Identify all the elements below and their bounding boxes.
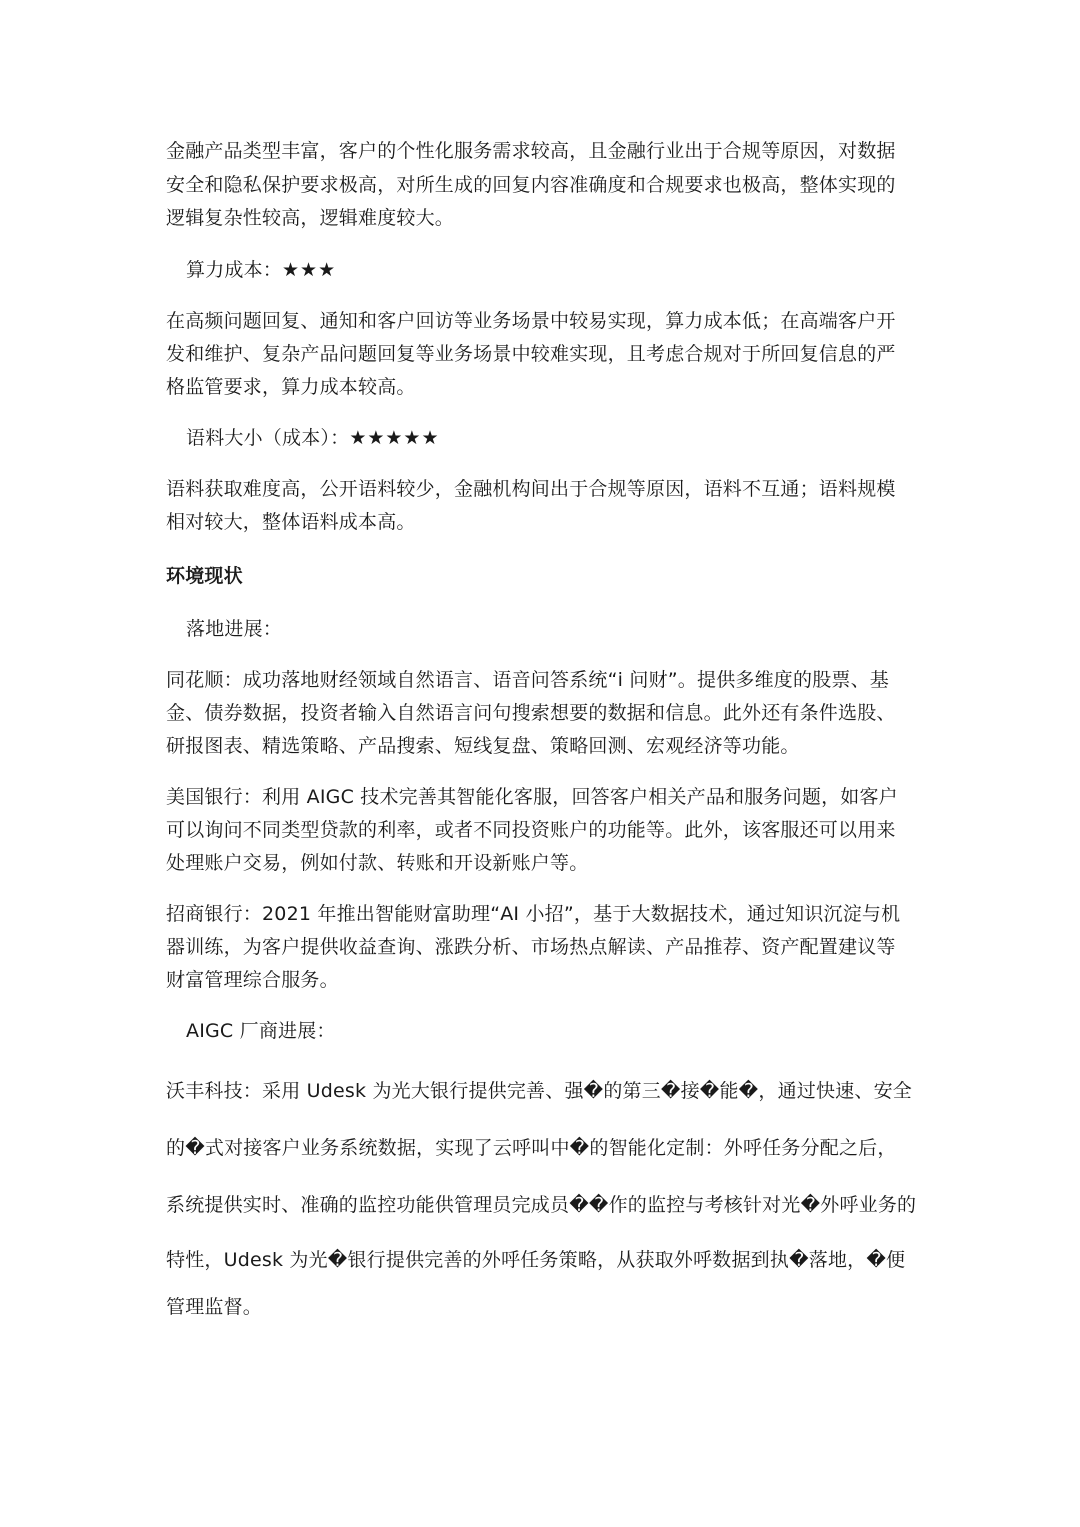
section-heading: 环境现状 xyxy=(166,565,243,587)
wofeng-line-4: 特性，Udesk 为光�银行提供完善的外呼任务策略，从获取外呼数据到执�落地，�便 xyxy=(166,1249,906,1271)
vendor-progress-label: AIGC 厂商进展： xyxy=(186,1020,336,1042)
tonghuashun-line-1: 同花顺：成功落地财经领域自然语言、语音问答系统“i 问财”。提供多维度的股票、基 xyxy=(166,669,890,691)
compute-cost-label: 算力成本： xyxy=(186,259,283,281)
compute-cost-stars: ★★★ xyxy=(282,259,337,281)
para2-line-2: 发和维护、复杂产品问题回复等业务场景中较难实现，且考虑合规对于所回复信息的严 xyxy=(166,343,896,365)
para2-line-3: 格监管要求，算力成本较高。 xyxy=(166,376,416,398)
wofeng-line-2: 的�式对接客户业务系统数据，实现了云呼叫中�的智能化定制：外呼任务分配之后， xyxy=(166,1137,897,1159)
cmb-line-3: 财富管理综合服务。 xyxy=(166,969,339,991)
cmb-line-2: 器训练，为客户提供收益查询、涨跌分析、市场热点解读、产品推荐、资产配置建议等 xyxy=(166,936,896,958)
wofeng-line-1: 沃丰科技：采用 Udesk 为光大银行提供完善、强�的第三�接�能�，通过快速、安全 xyxy=(166,1080,912,1102)
para2-line-1: 在高频问题回复、通知和客户回访等业务场景中较易实现，算力成本低；在高端客户开 xyxy=(166,310,896,332)
para3-line-1: 语料获取难度高，公开语料较少，金融机构间出于合规等原因，语料不互通；语料规模 xyxy=(166,478,896,500)
boa-line-2: 可以询问不同类型贷款的利率，或者不同投资账户的功能等。此外，该客服还可以用来 xyxy=(166,819,896,841)
corpus-cost-label: 语料大小（成本）： xyxy=(186,427,350,449)
tonghuashun-line-3: 研报图表、精选策略、产品搜索、短线复盘、策略回测、宏观经济等功能。 xyxy=(166,735,800,757)
corpus-cost-stars: ★★★★★ xyxy=(349,427,440,449)
tonghuashun-line-2: 金、债券数据，投资者输入自然语言问句搜索想要的数据和信息。此外还有条件选股、 xyxy=(166,702,896,724)
para1-line-1: 金融产品类型丰富，客户的个性化服务需求较高，且金融行业出于合规等原因，对数据 xyxy=(166,140,896,162)
compute-cost-row xyxy=(186,261,946,280)
boa-line-3: 处理账户交易，例如付款、转账和开设新账户等。 xyxy=(166,852,589,874)
landing-progress-label: 落地进展： xyxy=(186,618,283,640)
para3-line-2: 相对较大，整体语料成本高。 xyxy=(166,511,416,533)
boa-line-1: 美国银行：利用 AIGC 技术完善其智能化客服，回答客户相关产品和服务问题，如客户 xyxy=(166,786,898,808)
corpus-cost-row xyxy=(186,429,946,448)
wofeng-line-5: 管理监督。 xyxy=(166,1296,263,1318)
para1-line-3: 逻辑复杂性较高，逻辑难度较大。 xyxy=(166,207,455,229)
para1-line-2: 安全和隐私保护要求极高，对所生成的回复内容准确度和合规要求也极高，整体实现的 xyxy=(166,174,896,196)
wofeng-line-3: 系统提供实时、准确的监控功能供管理员完成员��作的监控与考核针对光�外呼业务的 xyxy=(166,1194,917,1216)
cmb-line-1: 招商银行：2021 年推出智能财富助理“AI 小招”，基于大数据技术，通过知识沉淀与机 xyxy=(166,903,901,925)
